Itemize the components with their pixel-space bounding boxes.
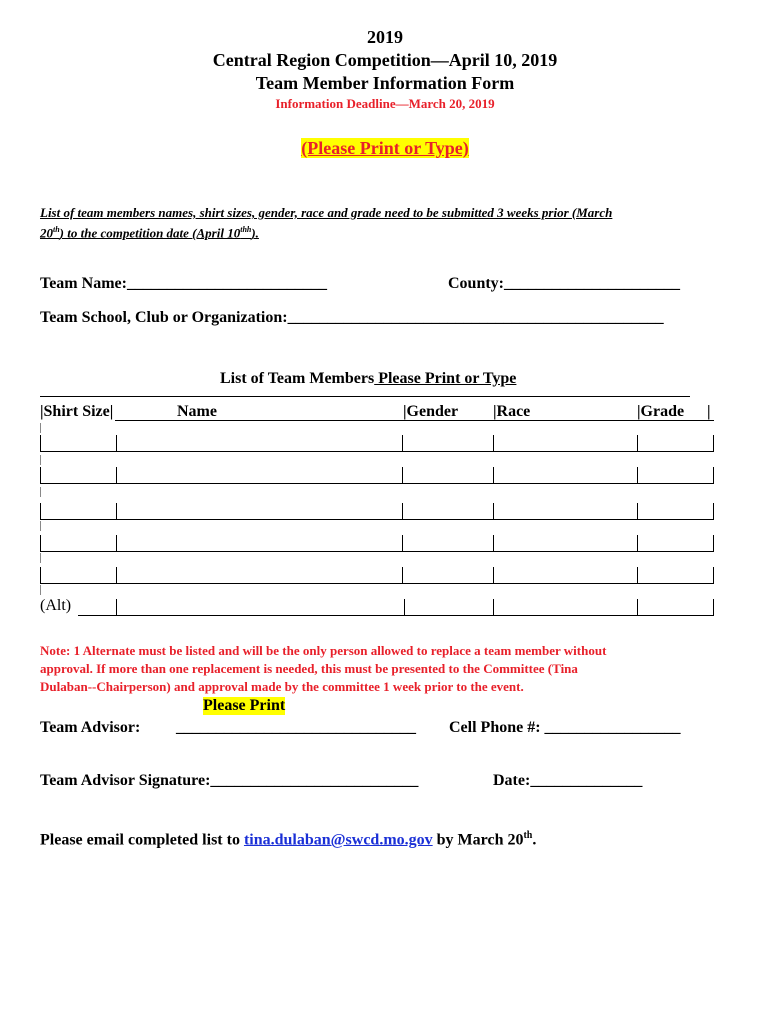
table-row[interactable] <box>40 435 714 451</box>
please-print-banner <box>0 138 770 159</box>
team-name-field[interactable]: Team Name:_________________________ <box>40 275 327 292</box>
note-line-2: approval. If more than one replacement is needed, this must be presented to the Committee (Tina <box>40 661 578 676</box>
col-name: Name <box>177 403 217 420</box>
table-top-rule <box>40 396 690 397</box>
intro-line-2: 20th) to the competition date (April $10^{thh}$). <box>40 225 259 241</box>
note-line-3: Dulaban--Chairperson) and approval made by the committee 1 week prior to the event. <box>40 679 524 694</box>
please-print-highlight: Please Print <box>203 697 286 714</box>
col-gender: |Gender <box>403 403 459 420</box>
table-row[interactable] <box>40 503 714 519</box>
col-race: |Race <box>493 403 531 420</box>
members-heading: List of Team Members Please Print or Type <box>220 370 517 387</box>
date-field[interactable]: Date:______________ <box>493 772 643 789</box>
table-header-row <box>40 403 714 421</box>
form-title: Central Region Competition—April 10, 2019 <box>212 50 558 70</box>
email-instruction: Please email completed list to tina.dulaban@swcd.mo.gov by March 20th. <box>40 830 537 849</box>
team-advisor-label: Team Advisor: <box>40 719 141 736</box>
table-row[interactable] <box>40 467 714 483</box>
col-grade: |Grade <box>637 403 685 420</box>
intro-line-1: List of team members names, shirt sizes, gender, race and grade need to be submitted 3 weeks prior (March <box>40 205 613 220</box>
organization-field[interactable]: Team School, Club or Organization:_______________________________________________ <box>40 309 664 326</box>
note-line-1: Note: 1 Alternate must be listed and will be the only person allowed to replace a team member without <box>40 643 607 658</box>
cell-phone-field[interactable]: Cell Phone #: _________________ <box>449 719 681 736</box>
team-advisor-field[interactable]: ______________________________ <box>176 719 416 736</box>
email-link[interactable]: tina.dulaban@swcd.mo.gov <box>243 831 433 849</box>
table-row[interactable] <box>40 567 714 583</box>
form-year: 2019 <box>367 27 403 47</box>
advisor-signature-field[interactable]: Team Advisor Signature:__________________________ <box>40 772 419 789</box>
alt-label: (Alt) <box>40 597 72 614</box>
col-end: | <box>707 403 711 420</box>
form-subtitle: Team Member Information Form <box>255 73 515 93</box>
county-field[interactable]: County:______________________ <box>448 275 681 292</box>
table-row-alternate[interactable] <box>40 599 714 615</box>
col-shirt-size: |Shirt Size| <box>40 403 114 420</box>
table-row[interactable] <box>40 535 714 551</box>
information-deadline: Information Deadline—March 20, 2019 <box>275 96 495 111</box>
please-print-type: (Please Print or Type) <box>301 138 469 158</box>
